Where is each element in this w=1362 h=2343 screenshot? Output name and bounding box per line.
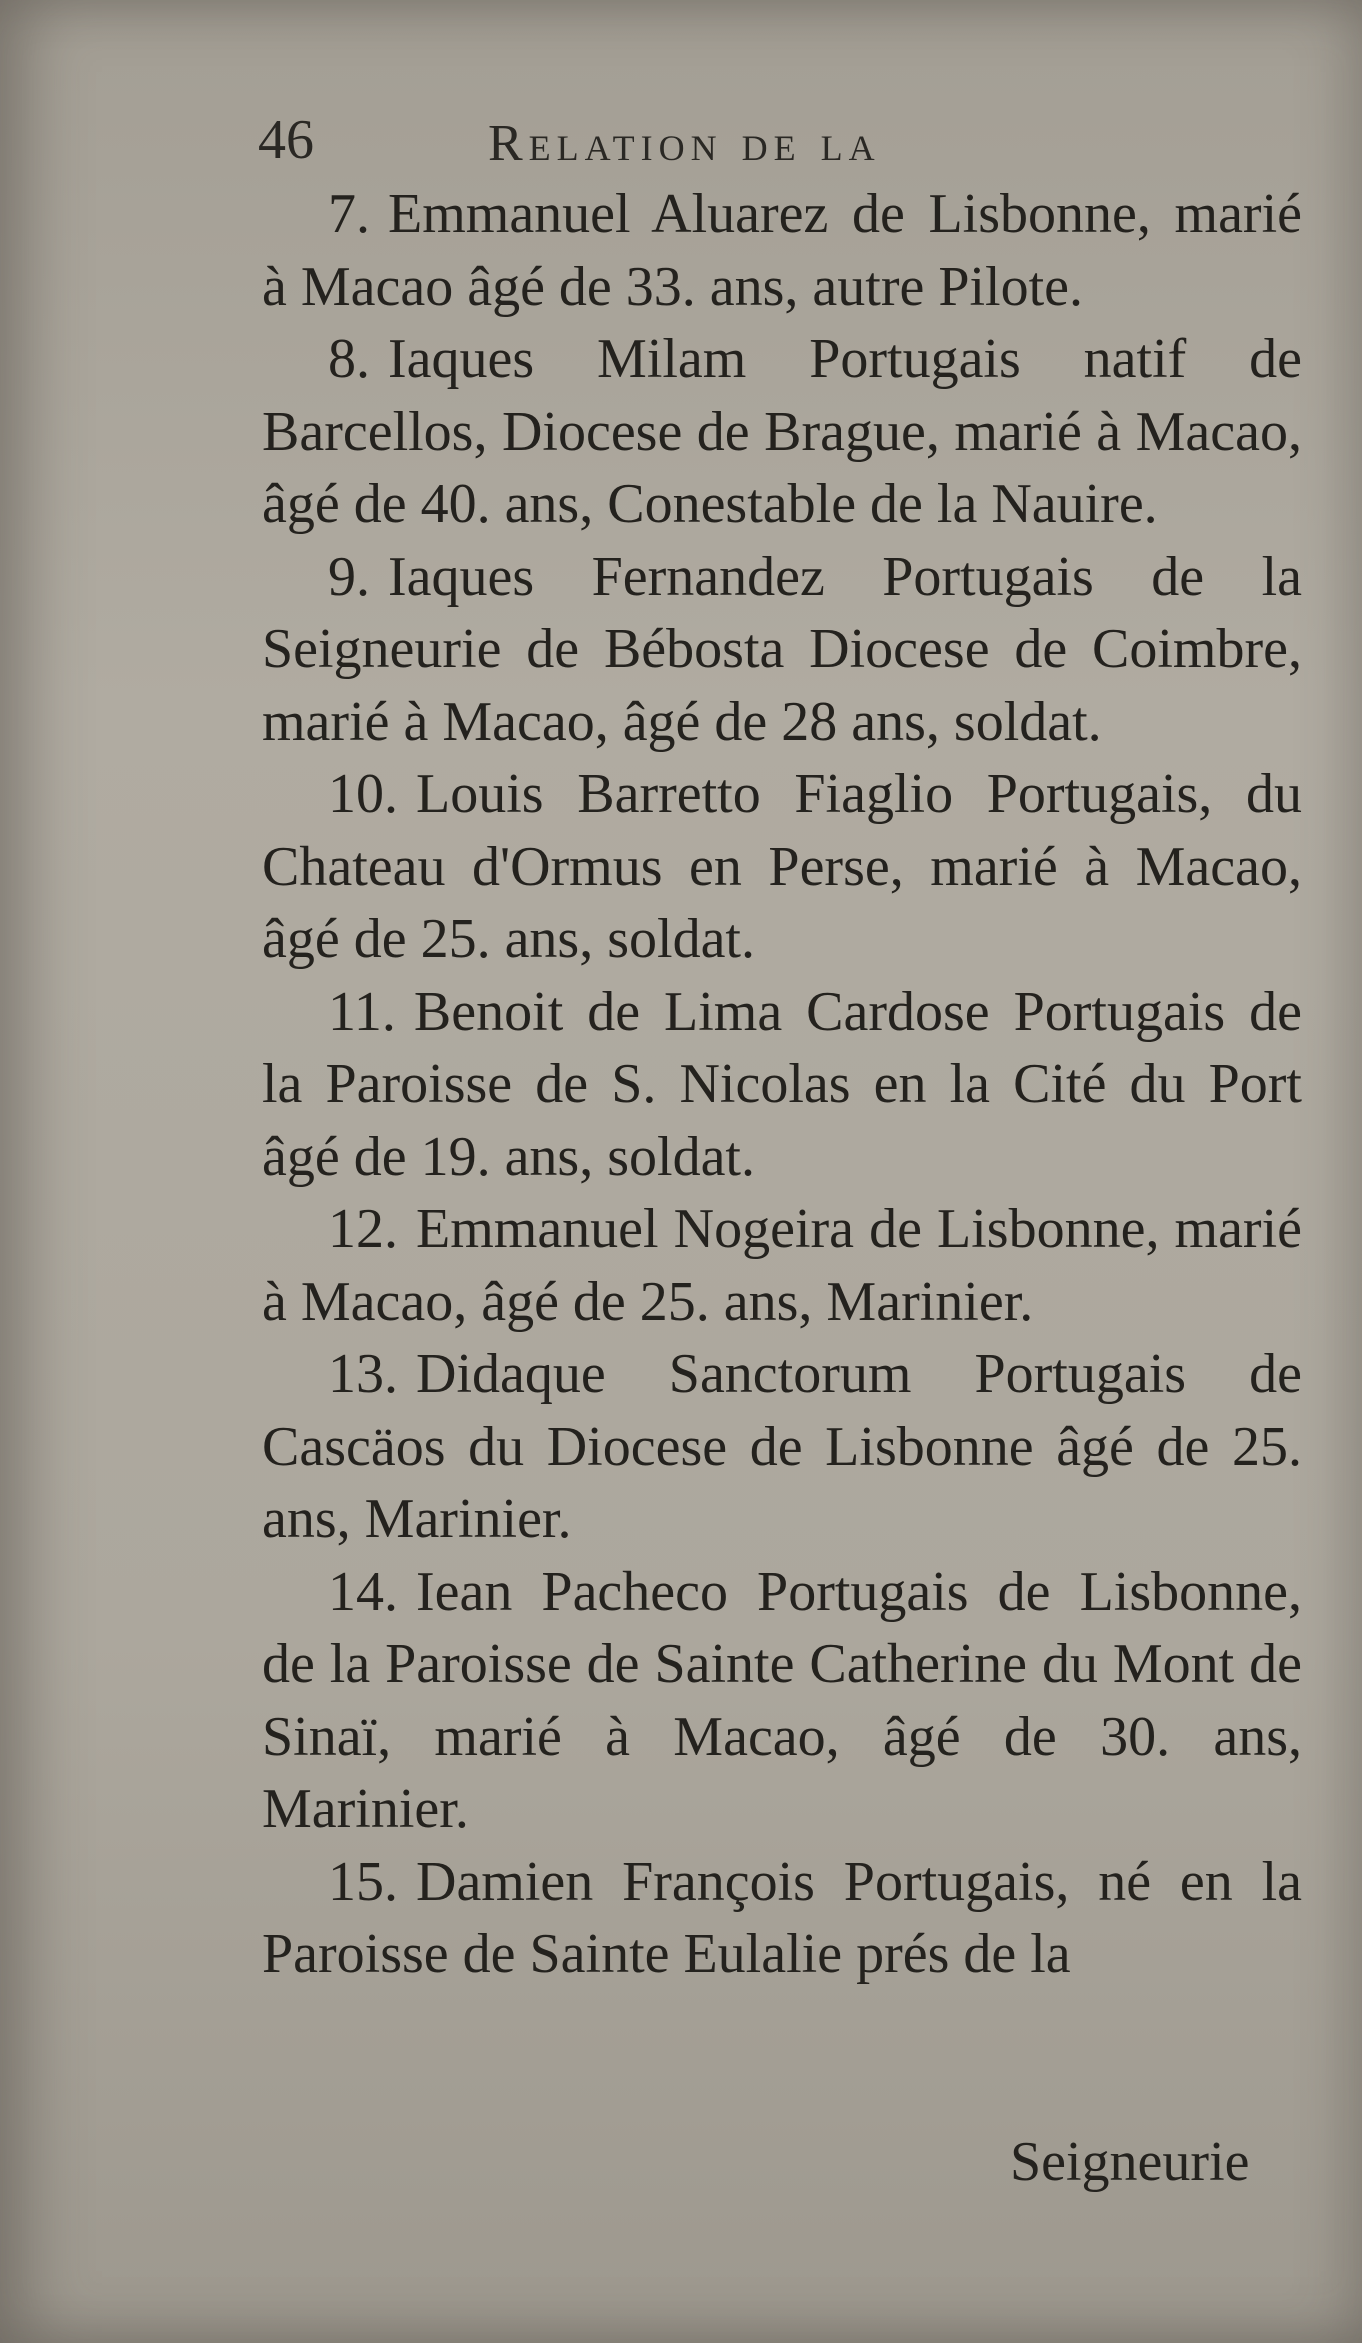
running-head: Relation de la [488,115,881,172]
catchword: Seigneurie [1010,2131,1250,2193]
entry-text: Iaques Fernandez Portugais de la Seigneurie de Bébosta Diocese de Coimbre, marié à Macao, âgé de 28 ans, soldat. [262,545,1302,753]
entry-text: Didaque Sanctorum Portugais de Cascäos du Diocese de Lisbonne âgé de 25. ans, Marinier. [262,1343,1302,1550]
entry-text: Emmanuel Aluarez de Lisbonne, marié à Macao âgé de 33. ans, autre Pilote. [262,183,1302,318]
entry-text: Damien François Portugais, né en la Paroisse de Sainte Eulalie prés de la [262,1850,1302,1985]
list-item [262,178,1302,323]
list-item [262,1846,1302,1991]
entry-text: Iean Pacheco Portugais de Lisbonne, de la Paroisse de Sainte Catherine du Mont de Sinaï, marié à Macao, âgé de 30. ans, Marinier. [262,1560,1302,1840]
page-number: 46 [258,109,314,171]
list-item [262,976,1302,1194]
list-item [262,1193,1302,1338]
list-item [262,1556,1302,1846]
text-block [262,178,1302,1991]
list-item [262,758,1302,976]
entry-text: Iaques Milam Portugais natif de Barcellos, Diocese de Brague, marié à Macao, âgé de 40. ans, Conestable de la Nauire. [262,328,1302,535]
page-header [258,108,1288,178]
entry-number: 15. [328,1850,398,1913]
entry-number: 14. [328,1560,398,1623]
entry-number: 13. [328,1343,398,1405]
entry-number: 10. [328,763,398,825]
entry-text: Benoit de Lima Cardose Portugais de la Paroisse de S. Nicolas en la Cité du Port âgé de 19. ans, soldat. [262,980,1302,1188]
entry-number: 12. [328,1198,398,1260]
list-item [262,541,1302,759]
entry-number: 11. [328,980,396,1043]
entry-number: 8. [328,328,370,390]
entry-number: 7. [328,183,370,245]
list-item [262,323,1302,541]
entry-text: Emmanuel Nogeira de Lisbonne, marié à Macao, âgé de 25. ans, Marinier. [262,1198,1302,1333]
entry-text: Louis Barretto Fiaglio Portugais, du Chateau d'Ormus en Perse, marié à Macao, âgé de 25. ans, soldat. [262,763,1302,970]
list-item [262,1338,1302,1556]
entry-number: 9. [328,545,370,608]
